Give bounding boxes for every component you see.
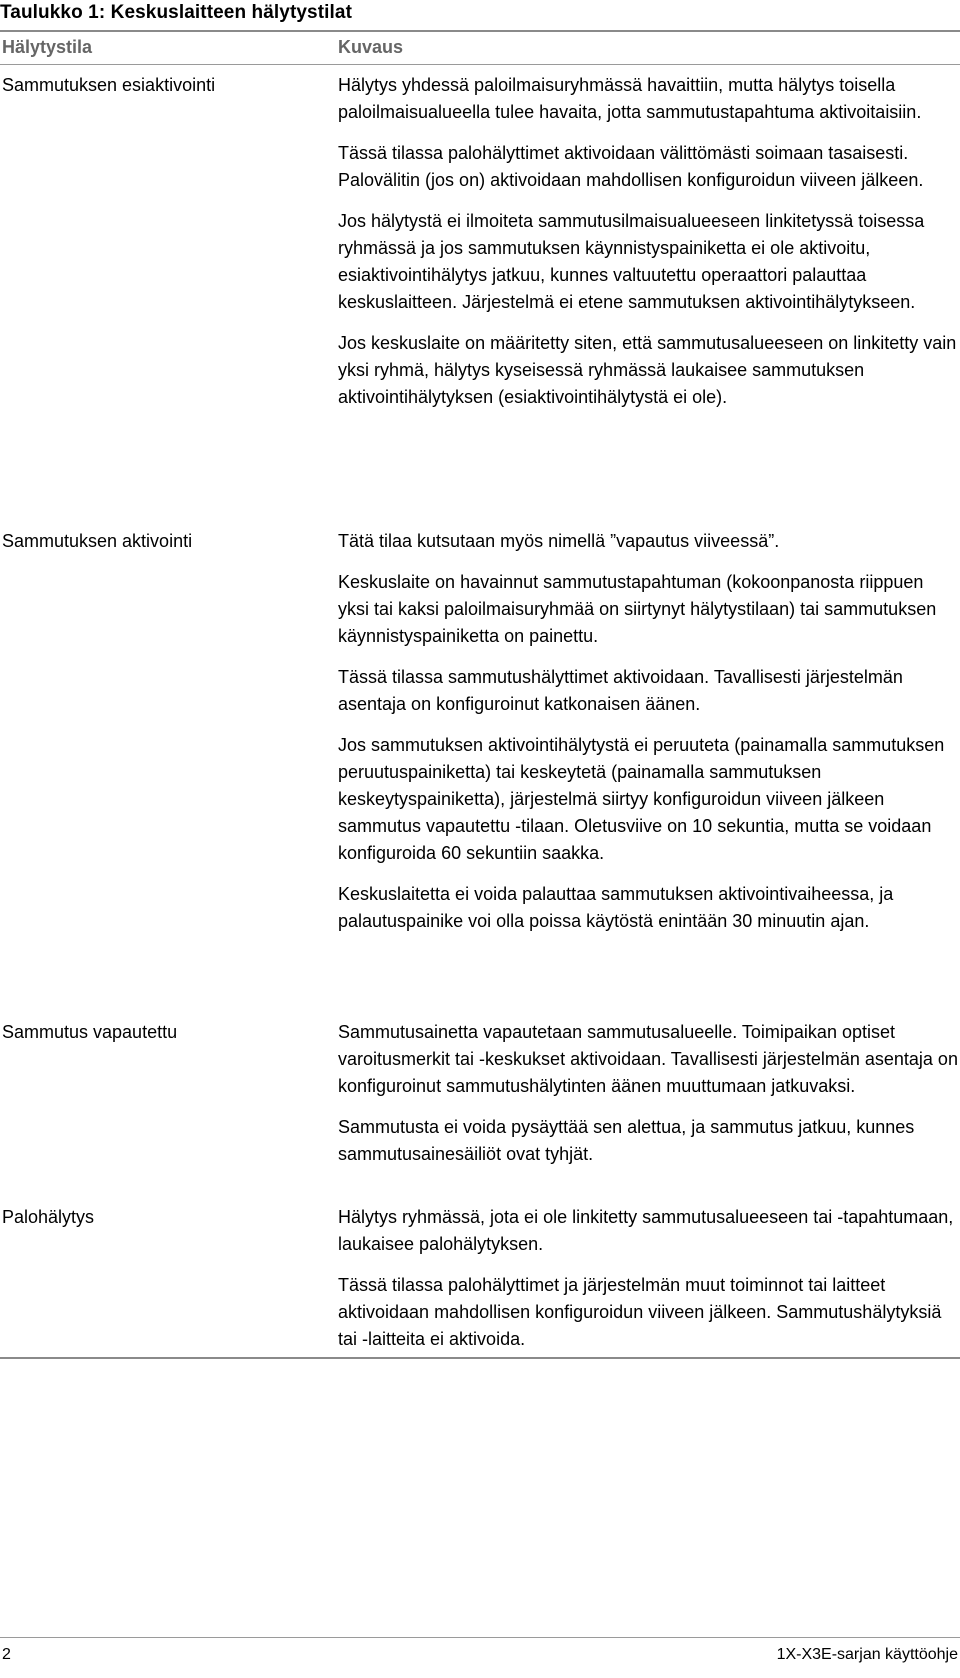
alarm-state-description	[338, 1019, 958, 1182]
page-number: 2	[2, 1646, 11, 1663]
description-paragraph: Hälytys yhdessä paloilmaisuryhmässä havaittiin, mutta hälytys toisella paloilmaisualueella tulee havaita, jotta sammutustapahtuma aktivoitaisiin.	[338, 75, 922, 122]
document-title: 1X-X3E-sarjan käyttöohje	[776, 1646, 958, 1663]
description-paragraph: Sammutusainetta vapautetaan sammutusalueelle. Toimipaikan optiset varoitusmerkit tai -keskukset aktivoidaan. Tavallisesti järjestelmän asentaja on konfiguroinut sammutushälytinten äänen muuttumaan jatkuvaksi.	[338, 1022, 958, 1096]
description-paragraph: Tässä tilassa palohälyttimet ja järjestelmän muut toiminnot tai laitteet aktivoidaan mahdollisen konfiguroidun viiveen jälkeen. Sammutushälytyksiä tai -laitteita ei aktivoida.	[338, 1275, 942, 1349]
description-paragraph: Jos hälytystä ei ilmoiteta sammutusilmaisualueeseen linkitetyssä toisessa ryhmässä ja jos sammutuksen käynnistyspainiketta ei ole aktivoitu, esiaktivointihälytys jatkuu, kunnes valtuutettu operaattori palauttaa keskuslaitteen. Järjestelmä ei etene sammutuksen aktivointihälytykseen.	[338, 211, 925, 312]
description-paragraph: Keskuslaitetta ei voida palauttaa sammutuksen aktivointivaiheessa, ja palautuspainike voi olla poissa käytöstä enintään 30 minuutin ajan.	[338, 884, 894, 931]
description-paragraph: Jos keskuslaite on määritetty siten, että sammutusalueeseen on linkitetty vain yksi ryhmä, hälytys kyseisessä ryhmässä laukaisee sammutuksen aktivointihälytyksen (esiaktivointihälytystä ei ole).	[338, 333, 957, 407]
column-header-description: Kuvaus	[338, 37, 404, 57]
description-paragraph: Tässä tilassa palohälyttimet aktivoidaan välittömästi soimaan tasaisesti. Palovälitin (jos on) aktivoidaan mahdollisen konfiguroidun viiveen jälkeen.	[338, 143, 924, 190]
description-paragraph: Hälytys ryhmässä, jota ei ole linkitetty sammutusalueeseen tai -tapahtumaan, laukaisee palohälytyksen.	[338, 1207, 954, 1254]
table-bottom-rule	[0, 1357, 960, 1359]
alarm-state-label: Sammutuksen aktivointi	[2, 531, 193, 551]
alarm-state-description	[338, 528, 958, 949]
alarm-state-description	[338, 1204, 958, 1367]
column-header-state: Hälytystila	[2, 37, 93, 57]
alarm-state-label: Sammutuksen esiaktivointi	[2, 75, 216, 95]
footer-rule	[0, 1637, 960, 1638]
alarm-state-label: Palohälytys	[2, 1207, 95, 1227]
table-header-row	[0, 30, 960, 65]
alarm-states-table	[0, 30, 960, 65]
alarm-state-description	[338, 72, 958, 425]
description-paragraph: Sammutusta ei voida pysäyttää sen alettua, ja sammutus jatkuu, kunnes sammutusainesäiliöt ovat tyhjät.	[338, 1117, 915, 1164]
description-paragraph: Tässä tilassa sammutushälyttimet aktivoidaan. Tavallisesti järjestelmän asentaja on konfiguroinut katkonaisen äänen.	[338, 667, 903, 714]
alarm-state-label: Sammutus vapautettu	[2, 1022, 178, 1042]
table-caption: Taulukko 1: Keskuslaitteen hälytystilat	[0, 2, 352, 23]
description-paragraph: Tätä tilaa kutsutaan myös nimellä ”vapautus viiveessä”.	[338, 531, 780, 551]
description-paragraph: Jos sammutuksen aktivointihälytystä ei peruuteta (painamalla sammutuksen peruutuspainiketta) tai keskeytetä (painamalla sammutuksen keskeytyspainiketta), järjestelmä siirtyy konfiguroidun viiveen jälkeen sammutus vapautettu -tilaan. Oletusviive on 10 sekuntia, mutta se voidaan konfiguroida 60 sekuntiin saakka.	[338, 735, 945, 863]
description-paragraph: Keskuslaite on havainnut sammutustapahtuman (kokoonpanosta riippuen yksi tai kaksi paloilmaisuryhmää on siirtynyt hälytystilaan) tai sammutuksen käynnistyspainiketta on painettu.	[338, 572, 937, 646]
